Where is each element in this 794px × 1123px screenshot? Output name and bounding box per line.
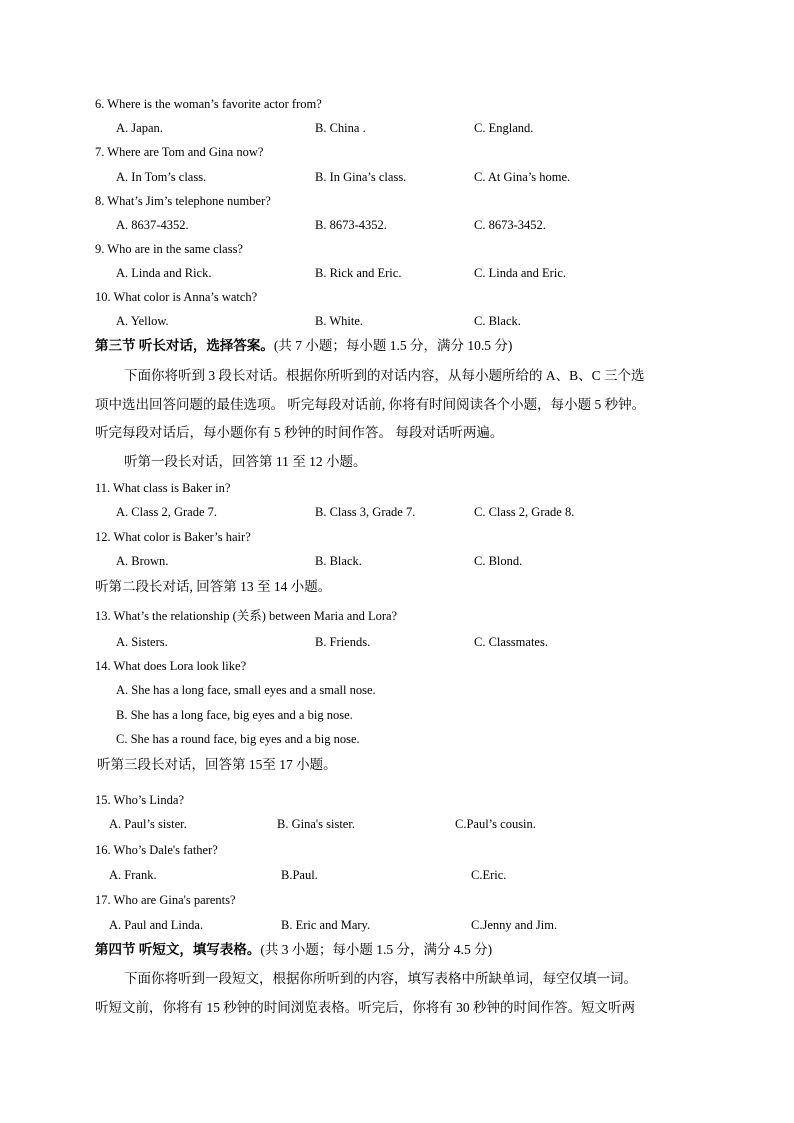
option-14a: A. She has a long face, small eyes and a small nose. xyxy=(116,683,376,697)
question-11: 11. What class is Baker in? xyxy=(95,481,231,495)
option-17c: C.Jenny and Jim. xyxy=(471,918,558,932)
option-15a: A. Paul’s sister. xyxy=(109,817,187,831)
question-6: 6. Where is the woman’s favorite actor from? xyxy=(95,97,322,111)
section-4-instruction-1: 下面你将听到一段短文，根据你所听到的内容，填写表格中所缺单词，每空仅填一词。 xyxy=(124,971,637,986)
question-9: 9. Who are in the same class? xyxy=(95,242,243,256)
option-7c: C. At Gina’s home. xyxy=(474,170,571,184)
question-15: 15. Who’s Linda? xyxy=(95,793,184,807)
option-16b: B.Paul. xyxy=(281,868,318,882)
option-12a: A. Brown. xyxy=(116,554,169,568)
option-15b: B. Gina's sister. xyxy=(277,817,355,831)
section-4-scoring: (共 3 小题；每小题 1.5 分，满分 4.5 分) xyxy=(260,942,493,957)
section-3-title: 第三节 听长对话，选择答案。 xyxy=(95,338,274,353)
option-8c: C. 8673-3452. xyxy=(474,218,546,232)
question-8: 8. What’s Jim’s telephone number? xyxy=(95,194,271,208)
option-11b: B. Class 3, Grade 7. xyxy=(315,505,416,519)
section-3-instruction-3: 听完每段对话后，每小题你有 5 秒钟的时间作答。 每段对话听两遍。 xyxy=(95,425,504,440)
question-7: 7. Where are Tom and Gina now? xyxy=(95,145,264,159)
option-13a: A. Sisters. xyxy=(116,635,168,649)
option-14b: B. She has a long face, big eyes and a big nose. xyxy=(116,708,353,722)
question-13: 13. What’s the relationship (关系) between Maria and Lora? xyxy=(95,609,398,623)
option-16c: C.Eric. xyxy=(471,868,507,882)
question-17: 17. Who are Gina's parents? xyxy=(95,893,236,907)
option-12c: C. Blond. xyxy=(474,554,523,568)
question-14: 14. What does Lora look like? xyxy=(95,659,247,673)
option-17a: A. Paul and Linda. xyxy=(109,918,204,932)
section-4-heading xyxy=(95,941,492,959)
option-11c: C. Class 2, Grade 8. xyxy=(474,505,575,519)
option-10b: B. White. xyxy=(315,314,364,328)
option-9c: C. Linda and Eric. xyxy=(474,266,566,280)
option-6a: A. Japan. xyxy=(116,121,163,135)
option-17b: B. Eric and Mary. xyxy=(281,918,371,932)
option-7b: B. In Gina’s class. xyxy=(315,170,407,184)
option-13b: B. Friends. xyxy=(315,635,371,649)
option-16a: A. Frank. xyxy=(109,868,157,882)
option-9a: A. Linda and Rick. xyxy=(116,266,212,280)
section-3-instruction-1: 下面你将听到 3 段长对话。根据你所听到的对话内容，从每小题所给的 A、B、C 三个选 xyxy=(124,368,645,383)
section-3-scoring: (共 7 小题；每小题 1.5 分，满分 10.5 分) xyxy=(273,338,513,353)
option-14c: C. She has a round face, big eyes and a big nose. xyxy=(116,732,360,746)
question-10: 10. What color is Anna’s watch? xyxy=(95,290,258,304)
question-12: 12. What color is Baker’s hair? xyxy=(95,530,251,544)
option-15c: C.Paul’s cousin. xyxy=(455,817,536,831)
option-6c: C. England. xyxy=(474,121,534,135)
option-8b: B. 8673-4352. xyxy=(315,218,387,232)
option-7a: A. In Tom’s class. xyxy=(116,170,207,184)
section-4-title: 第四节 听短文，填写表格。 xyxy=(95,942,261,957)
option-11a: A. Class 2, Grade 7. xyxy=(116,505,218,519)
section-4-instruction-2: 听短文前，你将有 15 秒钟的时间浏览表格。听完后，你将有 30 秒钟的时间作答。短文听两 xyxy=(95,1000,635,1015)
option-12b: B. Black. xyxy=(315,554,362,568)
dialog-1-intro: 听第一段长对话，回答第 11 至 12 小题。 xyxy=(124,454,367,469)
option-6b: B. China . xyxy=(315,121,366,135)
question-16: 16. Who’s Dale's father? xyxy=(95,843,218,857)
option-9b: B. Rick and Eric. xyxy=(315,266,402,280)
section-3-instruction-2: 项中选出回答问题的最佳选项。 听完每段对话前, 你将有时间阅读各个小题，每小题 5 秒钟。 xyxy=(95,397,646,412)
option-10c: C. Black. xyxy=(474,314,521,328)
option-13c: C. Classmates. xyxy=(474,635,548,649)
option-8a: A. 8637-4352. xyxy=(116,218,189,232)
section-3-heading xyxy=(95,337,512,355)
option-10a: A. Yellow. xyxy=(116,314,169,328)
dialog-2-intro: 听第二段长对话, 回答第 13 至 14 小题。 xyxy=(95,579,332,594)
dialog-3-intro: 听第三段长对话，回答第 15至 17 小题。 xyxy=(97,757,337,772)
